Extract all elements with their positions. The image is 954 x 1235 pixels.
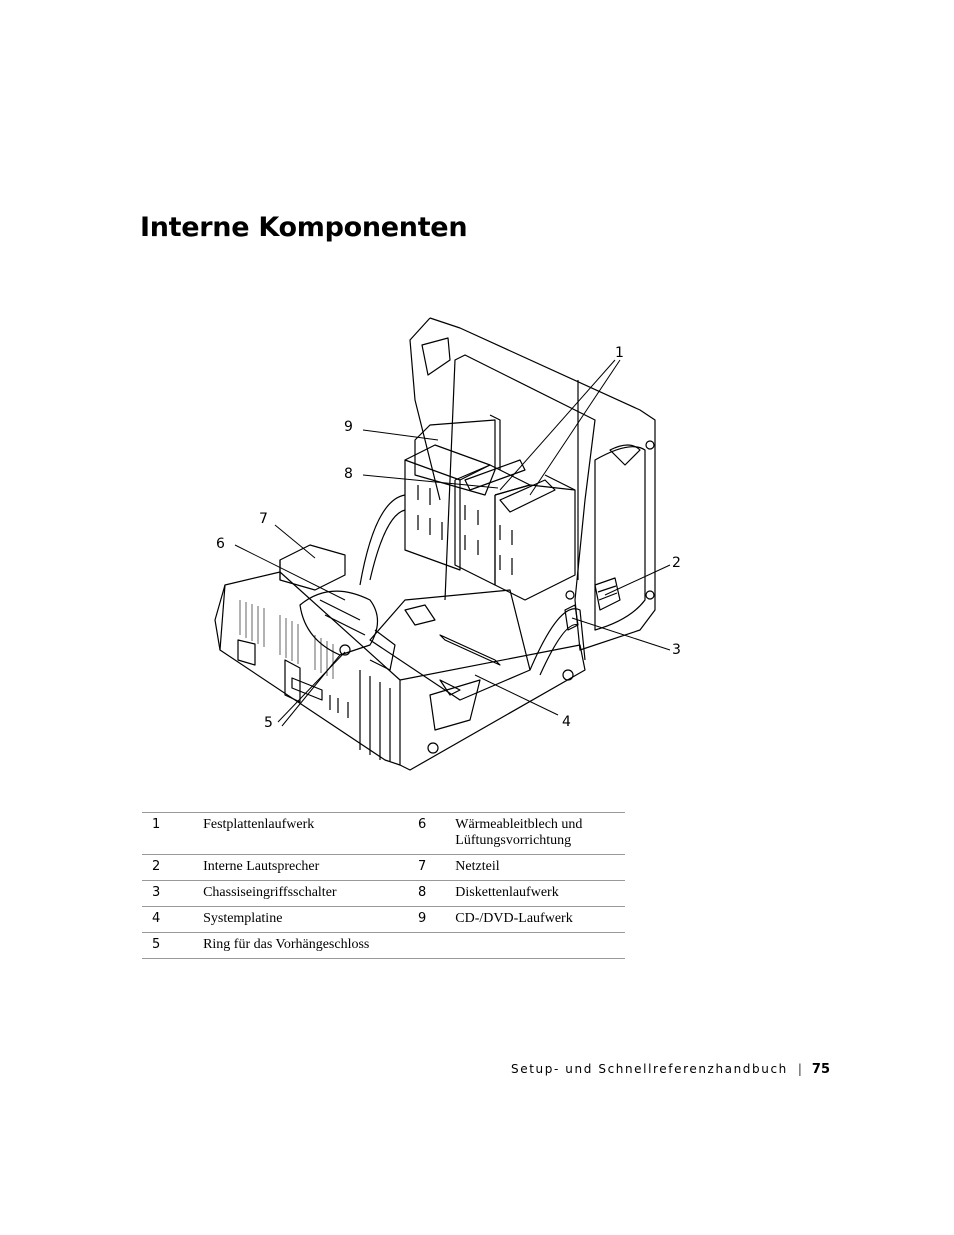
legend-label: Systemplatine — [203, 907, 418, 933]
power-connector — [238, 640, 255, 665]
legend-number: 2 — [142, 855, 203, 881]
callout-8: 8 — [344, 466, 353, 482]
callout-line-6 — [235, 545, 345, 600]
table-row — [142, 907, 625, 933]
callout-line-8 — [363, 475, 498, 488]
legend-number: 4 — [142, 907, 203, 933]
legend-label: Ring für das Vorhängeschloss — [203, 933, 418, 959]
hard-drive — [500, 480, 555, 512]
callout-9: 9 — [344, 419, 353, 435]
callout-4: 4 — [562, 714, 571, 730]
component-legend-table — [142, 812, 625, 959]
footer-separator: | — [797, 1062, 802, 1076]
table-row — [142, 881, 625, 907]
legend-number: 9 — [418, 907, 455, 933]
callout-5: 5 — [264, 715, 273, 731]
legend-label: Festplattenlaufwerk — [203, 813, 418, 855]
page-number: 75 — [811, 1062, 830, 1077]
legend-label: Wärmeableitblech und Lüftungsvorrichtung — [455, 813, 625, 855]
legend-number: 1 — [142, 813, 203, 855]
table-row — [142, 933, 625, 959]
table-row — [142, 813, 625, 855]
legend-number: 6 — [418, 813, 455, 855]
footer-book-title: Setup- und Schnellreferenzhandbuch — [511, 1062, 788, 1076]
callout-6: 6 — [216, 536, 225, 552]
side-cover-panel — [430, 318, 655, 650]
legend-number: 8 — [418, 881, 455, 907]
back-panel — [220, 572, 400, 765]
legend-label: CD-/DVD-Laufwerk — [455, 907, 625, 933]
drive-cage — [405, 460, 460, 570]
legend-number: 7 — [418, 855, 455, 881]
page-footer — [500, 1062, 830, 1077]
computer-chassis-drawing — [200, 300, 700, 780]
table-row — [142, 855, 625, 881]
legend-number — [418, 933, 455, 959]
legend-number: 3 — [142, 881, 203, 907]
callout-2: 2 — [672, 555, 681, 571]
callout-line-2 — [605, 565, 670, 595]
callout-3: 3 — [672, 642, 681, 658]
computer-interior-illustration — [200, 300, 700, 780]
legend-label: Netzteil — [455, 855, 625, 881]
page-title: Interne Komponenten — [140, 212, 468, 243]
legend-label — [455, 933, 625, 959]
callout-7: 7 — [259, 511, 268, 527]
callout-line-9 — [363, 430, 438, 440]
legend-label: Diskettenlaufwerk — [455, 881, 625, 907]
callout-line-3 — [572, 618, 670, 650]
callout-1: 1 — [615, 345, 624, 361]
legend-label: Chassiseingriffsschalter — [203, 881, 418, 907]
legend-number: 5 — [142, 933, 203, 959]
legend-label: Interne Lautsprecher — [203, 855, 418, 881]
